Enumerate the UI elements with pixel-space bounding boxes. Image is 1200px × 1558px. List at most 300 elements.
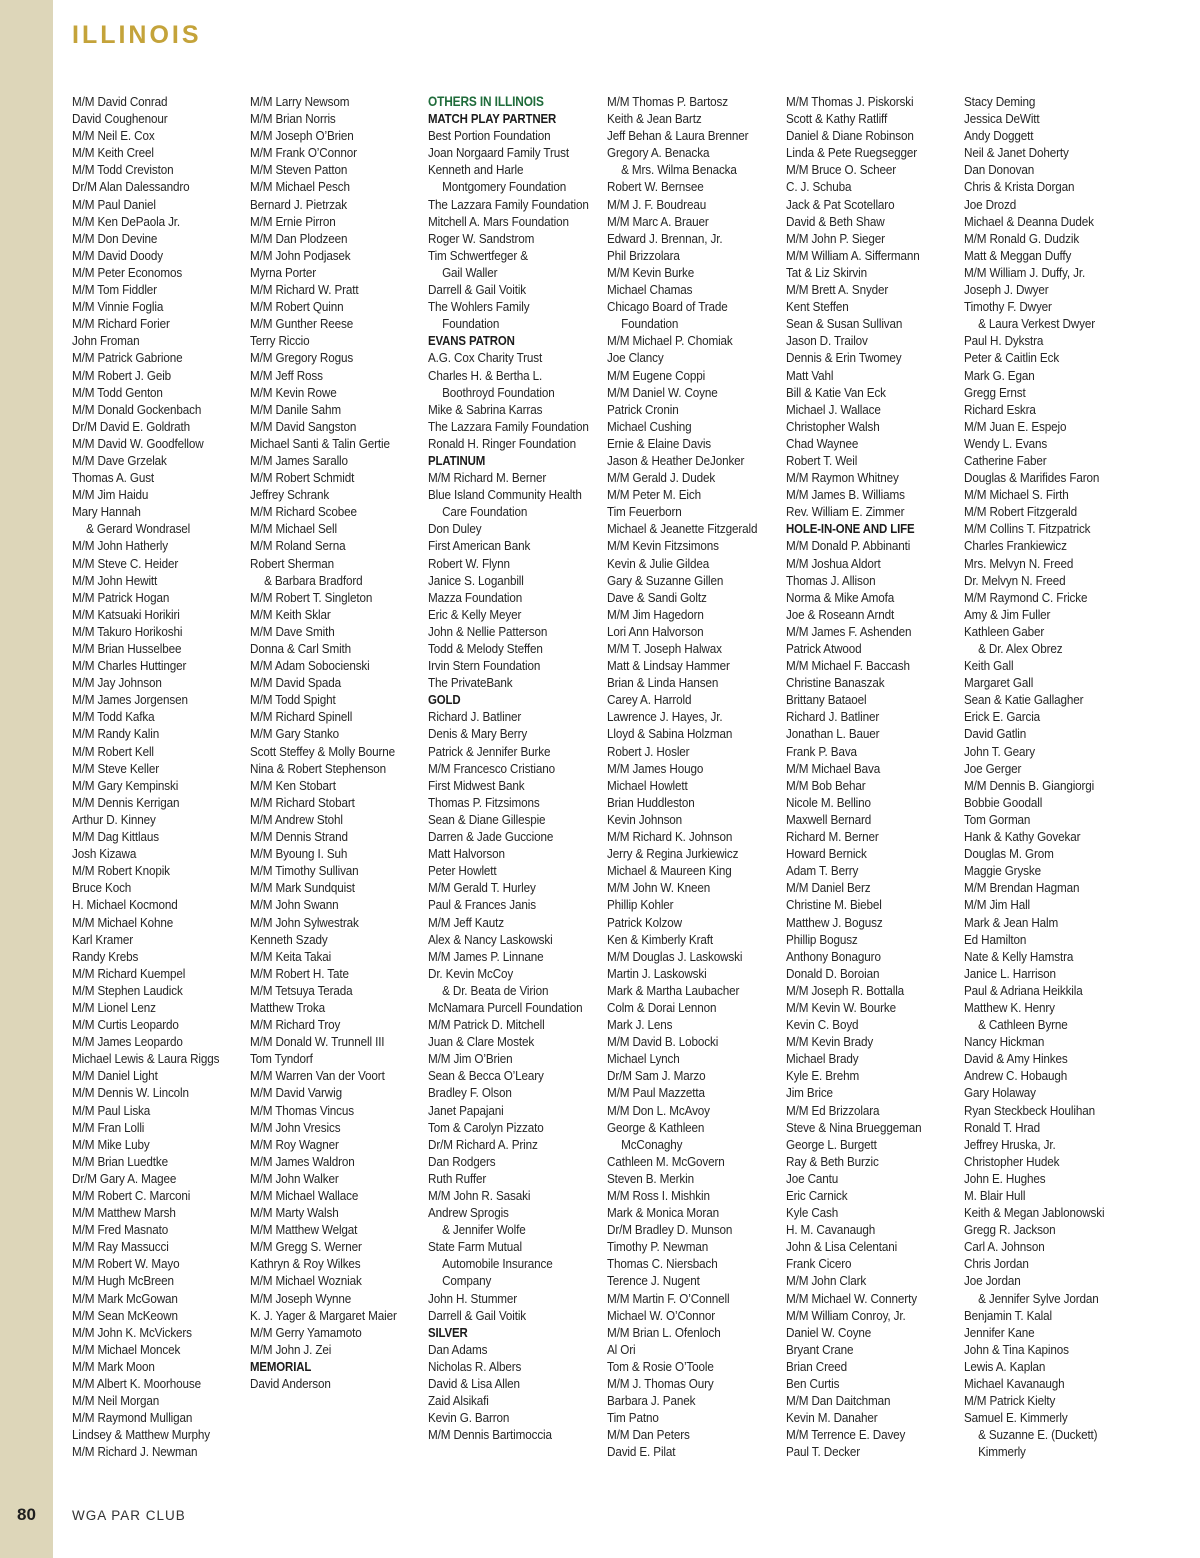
donor-name: M/M Matthew Welgat [250,1222,358,1238]
donor-name: Peter Howlett [428,863,497,879]
donor-name: M/M Roy Wagner [250,1136,339,1152]
donor-name: David & Lisa Allen [428,1376,520,1392]
donor-name: George & Kathleen [607,1119,705,1135]
donor-name: M/M Steven Patton [250,162,348,178]
donor-name: Robert J. Hosler [607,743,690,759]
donor-name: Michael Santi & Talin Gertie [250,435,390,451]
donor-name: John & Nellie Patterson [428,623,548,639]
donor-name: Tim Patno [607,1410,659,1426]
donor-name: M/M John Clark [786,1273,867,1289]
donor-name: Tom Gorman [964,811,1031,827]
level-heading: SILVER [428,1324,468,1340]
donor-name: Ronald T. Hrad [964,1119,1040,1135]
donor-name: Thomas A. Gust [72,470,155,486]
donor-name: M/M Thomas J. Piskorski [786,94,914,109]
donor-name: M/M Richard K. Johnson [607,829,733,845]
donor-name: Robert T. Weil [786,452,858,468]
donor-name: M/M Robert Quinn [250,299,344,315]
donor-name: Karl Kramer [72,931,133,947]
donor-name: M/M Kevin Brady [786,1034,874,1050]
donor-name: Steven B. Merkin [607,1170,694,1186]
donor-name: M/M David Varwig [250,1085,342,1101]
donor-name: Lawrence J. Hayes, Jr. [607,709,723,725]
donor-name: John H. Stummer [428,1290,518,1306]
donor-name: Brian & Linda Hansen [607,675,719,691]
donor-name: Kevin Johnson [607,811,683,827]
donor-name: Peter & Caitlin Eck [964,350,1060,366]
donor-name-continuation: & Dr. Beata de Virion [442,982,549,998]
donor-name: M/M Brian Norris [250,111,336,127]
donor-name: Janet Papajani [428,1102,504,1118]
donor-name: M/M James B. Williams [786,487,905,503]
donor-name: Ben Curtis [786,1376,840,1392]
donor-name: Dan Rodgers [428,1153,496,1169]
donor-name: John & Lisa Celentani [786,1239,898,1255]
donor-name: M/M Gregory Rogus [250,350,354,366]
donor-name: M/M John W. Kneen [607,880,711,896]
donor-name: M/M Don Devine [72,230,158,246]
donor-name: Joe Drozd [964,196,1017,212]
donor-name: Dr/M Bradley D. Munson [607,1222,733,1238]
donor-name: Barbara J. Panek [607,1393,696,1409]
level-heading: EVANS PATRON [428,333,515,349]
donor-name: Carey A. Harrold [607,692,692,708]
donor-name: Mark & Jean Halm [964,914,1059,930]
donor-name: Christine M. Biebel [786,897,882,913]
donor-name: Jonathan L. Bauer [786,726,880,742]
donor-name: M/M Gunther Reese [250,316,354,332]
donor-name: M/M John Vresics [250,1119,341,1135]
donor-name: M/M Michael W. Connerty [786,1290,917,1306]
donor-name-continuation: & Suzanne E. (Duckett) [978,1427,1098,1443]
donor-name: Gregg Ernst [964,384,1026,400]
donor-name: Scott & Kathy Ratliff [786,111,888,127]
donor-name: First American Bank [428,538,531,554]
donor-name: M/M Randy Kalin [72,726,160,742]
donor-name: M/M Patrick Gabrione [72,350,183,366]
donor-name: Mazza Foundation [428,589,523,605]
donor-name: M/M Bruce O. Scheer [786,162,896,178]
donor-name: Kyle Cash [786,1205,839,1221]
donor-name: M/M Gary Stanko [250,726,340,742]
donor-name: Darrell & Gail Voitik [428,282,527,298]
donor-name: M/M Dan Daitchman [786,1393,891,1409]
page-title: ILLINOIS [72,21,202,49]
donor-name: M/M Mark Moon [72,1358,155,1374]
donor-name: Joan Norgaard Family Trust [428,145,569,161]
donor-name: Jason D. Trailov [786,333,868,349]
donor-name: M/M James Sarallo [250,452,348,468]
donor-name: M/M Dennis Kerrigan [72,794,180,810]
donor-name: Richard J. Batliner [428,709,522,725]
donor-name: M/M Lionel Lenz [72,999,156,1015]
donor-name: M/M Brendan Hagman [964,880,1080,896]
donor-name: Bradley F. Olson [428,1085,512,1101]
donor-name: Hank & Kathy Govekar [964,829,1081,845]
donor-name: Patrick & Jennifer Burke [428,743,551,759]
donor-name: Donna & Carl Smith [250,641,352,656]
donor-name: Terry Riccio [250,333,310,349]
donor-name: Nicholas R. Albers [428,1358,522,1374]
donor-name: M/M Paul Liska [72,1102,151,1118]
donor-name: Richard Eskra [964,401,1036,417]
donor-name: M/M Francesco Cristiano [428,760,556,776]
donor-name: Best Portion Foundation [428,128,551,144]
donor-name: M/M Todd Creviston [72,162,174,178]
donor-name: M/M Roland Serna [250,538,346,554]
donor-name: Norma & Mike Amofa [786,589,895,605]
donor-name: M/M Gary Kempinski [72,777,179,793]
donor-name: Gregg R. Jackson [964,1222,1056,1238]
donor-name: John Froman [72,333,140,349]
donor-name: M/M Donald Gockenbach [72,401,202,417]
level-heading: MATCH PLAY PARTNER [428,111,557,127]
donor-name: Michael Lewis & Laura Riggs [72,1051,220,1067]
donor-name-continuation: & Mrs. Wilma Benacka [621,162,737,178]
donor-name: M/M Dennis Bartimoccia [428,1427,552,1443]
donor-name: Timothy P. Newman [607,1239,709,1255]
donor-name: M/M John K. McVickers [72,1324,192,1340]
donor-name: Catherine Faber [964,452,1047,468]
donor-name: Kevin G. Barron [428,1410,510,1426]
donor-name: Dan Donovan [964,162,1035,178]
donor-name: M/M Martin F. O’Connell [607,1290,730,1306]
donor-name: M/M J. Thomas Oury [607,1376,714,1392]
donor-name: M/M Dennis B. Giangiorgi [964,777,1095,793]
donor-name: Charles Frankiewicz [964,538,1067,554]
donor-name: M/M Paul Mazzetta [607,1085,705,1101]
donor-name: Gregory A. Benacka [607,145,710,161]
level-heading: PLATINUM [428,452,486,468]
donor-name: Terence J. Nugent [607,1273,700,1289]
donor-name: Sean & Katie Gallagher [964,692,1084,708]
donor-name: M/M Michael P. Chomiak [607,333,733,349]
donor-name-continuation: & Gerard Wondrasel [86,521,191,537]
donor-name: Howard Bernick [786,846,867,862]
donor-name: M/M Juan E. Espejo [964,418,1067,434]
donor-name: Colm & Dorai Lennon [607,999,717,1015]
donor-name: M/M Steve C. Heider [72,555,179,571]
donor-name: Kenneth Szady [250,931,328,947]
donor-name: M/M Thomas P. Bartosz [607,94,728,109]
donor-name: Stacy Deming [964,94,1036,109]
donor-name: M/M Michael Bava [786,760,881,776]
donor-name: Nina & Robert Stephenson [250,760,387,776]
donor-name: Jeffrey Schrank [250,487,330,503]
donor-name: Patrick Atwood [786,641,862,656]
donor-name: M/M John Hatherly [72,538,168,554]
donor-name: Thomas J. Allison [786,572,876,588]
donor-name: M/M Sean McKeown [72,1307,178,1323]
donor-name: M/M Neil Morgan [72,1393,160,1409]
donor-name: M/M Marc A. Brauer [607,213,709,229]
donor-name: Keith & Jean Bartz [607,111,702,127]
donor-name: M/M Stephen Laudick [72,982,183,998]
donor-name: M/M Dan Peters [607,1427,690,1443]
donor-name: David & Amy Hinkes [964,1051,1068,1067]
donor-name: M/M Patrick Hogan [72,589,170,605]
donor-name: Kenneth and Harle [428,162,524,178]
donor-name: M/M Marty Walsh [250,1205,339,1221]
donor-name: M/M Michael Wozniak [250,1273,362,1289]
donor-name: Donald D. Boroian [786,965,880,981]
donor-name: Darrell & Gail Voitik [428,1307,527,1323]
donor-name: Brittany Bataoel [786,692,867,708]
donor-name: Chris & Krista Dorgan [964,179,1075,195]
donor-name: Adam T. Berry [786,863,859,879]
donor-name: Eric Carnick [786,1188,848,1203]
donor-column [964,93,1139,1461]
donor-name: Timothy F. Dwyer [964,299,1052,315]
donor-name: Matthew J. Bogusz [786,914,883,930]
donor-name: M/M Todd Spight [250,692,336,708]
donor-name: M/M Keith Sklar [250,606,331,622]
donor-name: M/M Kevin Burke [607,264,695,280]
donor-name: M/M Jim Haidu [72,487,149,503]
donor-name: Michael & Deanna Dudek [964,213,1094,229]
donor-name: Keith Gall [964,658,1014,674]
donor-name: John & Tina Kapinos [964,1341,1069,1357]
donor-name: Paul H. Dykstra [964,333,1044,349]
donor-column [250,93,425,1392]
donor-name: M/M Terrence E. Davey [786,1427,906,1443]
donor-name: John E. Hughes [964,1170,1046,1186]
donor-name: Paul & Frances Janis [428,897,536,913]
donor-name: M/M Joseph O’Brien [250,128,354,144]
donor-column [786,93,961,1461]
donor-name: M/M James Hougo [607,760,704,776]
donor-name: Todd & Melody Steffen [428,641,543,656]
donor-name: Martin J. Laskowski [607,965,707,981]
donor-name: M/M Robert Fitzgerald [964,504,1077,520]
donor-name: Irvin Stern Foundation [428,658,541,674]
donor-name: Nancy Hickman [964,1034,1045,1050]
donor-name: Dr. Melvyn N. Freed [964,572,1066,588]
donor-name: Zaid Alsikafi [428,1393,489,1409]
donor-name: M/M Andrew Stohl [250,811,343,827]
donor-name: Richard M. Berner [786,829,879,845]
donor-name: M/M Keith Creel [72,145,154,161]
donor-name: Sean & Susan Sullivan [786,316,903,332]
donor-name: M/M Robert T. Singleton [250,589,373,605]
donor-name: M/M William Conroy, Jr. [786,1307,906,1323]
donor-name: M/M John J. Zei [250,1341,332,1357]
donor-name: M/M Richard Scobee [250,504,357,520]
donor-columns [72,93,1182,1483]
donor-name: M/M Kevin W. Bourke [786,999,896,1015]
donor-name: Phillip Kohler [607,897,674,913]
donor-column [607,93,782,1461]
donor-name: M/M Ed Brizzolara [786,1102,880,1118]
donor-name: M/M Gregg S. Werner [250,1239,362,1255]
donor-name: M/M Richard W. Pratt [250,282,359,298]
donor-name: Kevin & Julie Gildea [607,555,710,571]
donor-name: Mark & Monica Moran [607,1205,719,1221]
donor-name-continuation: Care Foundation [442,504,528,520]
donor-name: M/M Daniel Berz [786,880,871,896]
donor-name: Dr/M Richard A. Prinz [428,1136,538,1152]
donor-name: M/M Raymond C. Fricke [964,589,1088,605]
donor-name: Andrew Sprogis [428,1205,509,1221]
donor-name: Chris Jordan [964,1256,1029,1272]
donor-name: Tom & Rosie O’Toole [607,1358,714,1374]
donor-name: M/M Robert Schmidt [250,470,355,486]
donor-name: M/M Michael Sell [250,521,337,537]
donor-name: M/M Vinnie Foglia [72,299,164,315]
donor-name: First Midwest Bank [428,777,525,793]
donor-name: M/M Albert K. Moorhouse [72,1376,201,1392]
donor-name: M/M Dan Plodzeen [250,230,348,246]
donor-name: Michael J. Wallace [786,401,881,417]
donor-name: Joseph J. Dwyer [964,282,1049,298]
donor-name: Lloyd & Sabina Holzman [607,726,733,742]
donor-name: Robert W. Flynn [428,555,510,571]
donor-name: Sean & Diane Gillespie [428,811,546,827]
donor-name: M/M Donald P. Abbinanti [786,538,911,554]
donor-name: Thomas P. Fitzsimons [428,794,540,810]
donor-name: M/M John Podjasek [250,247,351,263]
donor-name: Dave & Sandi Goltz [607,589,707,605]
donor-name: M/M Joseph R. Bottalla [786,982,905,998]
donor-name: Dr/M Gary A. Magee [72,1170,177,1186]
donor-name: McNamara Purcell Foundation [428,999,583,1015]
donor-name: M/M Brian Luedtke [72,1153,168,1169]
donor-name: Mrs. Melvyn N. Freed [964,555,1074,571]
donor-name-continuation: & Dr. Alex Obrez [978,641,1063,656]
donor-name: Michael W. O’Connor [607,1307,716,1323]
donor-name: Dr/M Alan Dalessandro [72,179,190,195]
donor-name: M/M Don L. McAvoy [607,1102,710,1118]
donor-name: M/M James Waldron [250,1153,355,1169]
donor-name: Jason & Heather DeJonker [607,452,745,468]
donor-name: Jeffrey Hruska, Jr. [964,1136,1056,1152]
donor-name: Chicago Board of Trade [607,299,728,315]
donor-name-continuation: Montgomery Foundation [442,179,567,195]
donor-name-continuation: & Jennifer Sylve Jordan [978,1290,1099,1306]
donor-name: Kyle E. Brehm [786,1068,860,1084]
donor-name: H. M. Cavanaugh [786,1222,876,1238]
donor-name: M/M James Jorgensen [72,692,188,708]
donor-name: M/M Todd Kafka [72,709,155,725]
donor-name: M/M T. Joseph Halwax [607,641,722,656]
donor-name: M/M Adam Sobocienski [250,658,370,674]
donor-name: M/M Daniel W. Coyne [607,384,718,400]
donor-name: M/M Jim Hagedorn [607,606,704,622]
donor-name: Jim Brice [786,1085,833,1101]
donor-name: Andy Doggett [964,128,1034,144]
donor-name: M/M Eugene Coppi [607,367,706,383]
donor-name: M/M Michael Wallace [250,1188,359,1203]
donor-name: M/M Danile Sahm [250,401,342,417]
donor-name: Joe Clancy [607,350,664,366]
donor-name: M/M Joseph Wynne [250,1290,352,1306]
donor-name: M/M James Leopardo [72,1034,183,1050]
donor-name: M/M Dag Kittlaus [72,829,159,845]
donor-name: Bill & Katie Van Eck [786,384,886,400]
donor-name: M/M Hugh McBreen [72,1273,174,1289]
donor-name: M/M Jeff Ross [250,367,323,383]
donor-name: M/M Matthew Marsh [72,1205,176,1221]
donor-name: M/M Fred Masnato [72,1222,169,1238]
donor-name: M/M Richard Forier [72,316,170,332]
donor-name: Maggie Gryske [964,863,1041,879]
donor-name: Mark G. Egan [964,367,1035,383]
donor-name: Jerry & Regina Jurkiewicz [607,846,739,862]
donor-name: Ed Hamilton [964,931,1027,947]
donor-name: K. J. Yager & Margaret Maier [250,1307,397,1323]
donor-name: Ryan Steckbeck Houlihan [964,1102,1095,1118]
donor-name: M/M David Spada [250,675,342,691]
donor-name: Anthony Bonaguro [786,948,881,964]
donor-name: Mike & Sabrina Karras [428,401,543,417]
donor-name: M/M Jim Hall [964,897,1031,913]
donor-name: M/M Richard Troy [250,1017,341,1033]
donor-name: Paul & Adriana Heikkila [964,982,1083,998]
donor-name: Tom & Carolyn Pizzato [428,1119,544,1135]
donor-name: M/M James P. Linnane [428,948,544,964]
level-heading: GOLD [428,692,461,708]
donor-name: M/M David Conrad [72,94,168,109]
donor-name: Michael & Jeanette Fitzgerald [607,521,758,537]
donor-name: Linda & Pete Ruegsegger [786,145,917,161]
donor-name: Paul T. Decker [786,1444,861,1460]
donor-name: M/M Ross I. Mishkin [607,1188,710,1203]
donor-name: M/M Ray Massucci [72,1239,169,1255]
donor-name: Kathleen Gaber [964,623,1045,639]
donor-name: M/M John Sylwestrak [250,914,359,930]
donor-name: M. Blair Hull [964,1188,1026,1203]
donor-name: The Lazzara Family Foundation [428,196,589,212]
donor-name: M/M Richard Spinell [250,709,353,725]
donor-name: Robert Sherman [250,555,335,571]
donor-name: Jennifer Kane [964,1324,1035,1340]
donor-name: M/M Robert C. Marconi [72,1188,191,1203]
donor-name: M/M Robert Kell [72,743,154,759]
donor-name: Tat & Liz Skirvin [786,264,868,280]
donor-name: Steve & Nina Brueggeman [786,1119,922,1135]
donor-name: Tim Schwertfeger & [428,247,528,263]
donor-name: M/M Joshua Aldort [786,555,881,571]
donor-name: Richard J. Batliner [786,709,880,725]
side-band [0,0,53,1558]
donor-name: John T. Geary [964,743,1035,759]
donor-name: Douglas & Marifides Faron [964,470,1100,486]
donor-name: M/M Jeff Kautz [428,914,504,930]
donor-name: M/M Richard M. Berner [428,470,547,486]
donor-name: Thomas C. Niersbach [607,1256,718,1272]
donor-name: M/M Ken Stobart [250,777,336,793]
donor-name: M/M David Sangston [250,418,357,434]
donor-name: Christopher Hudek [964,1153,1060,1169]
donor-name: Ronald H. Ringer Foundation [428,435,577,451]
donor-name: M/M Collins T. Fitzpatrick [964,521,1091,537]
donor-name: M/M Bob Behar [786,777,866,793]
donor-name: H. Michael Kocmond [72,897,178,913]
donor-name: The Lazzara Family Foundation [428,418,589,434]
donor-name: M/M Daniel Light [72,1068,158,1084]
donor-name: Matt & Meggan Duffy [964,247,1072,263]
donor-column [72,93,247,1461]
donor-name: Bobbie Goodall [964,794,1043,810]
donor-name: M/M Jay Johnson [72,675,162,691]
donor-name: M/M Takuro Horikoshi [72,623,183,639]
donor-name: Matthew Troka [250,999,326,1015]
donor-name: Phillip Bogusz [786,931,858,947]
donor-name: M/M Dennis W. Lincoln [72,1085,189,1101]
donor-name: Benjamin T. Kalal [964,1307,1052,1323]
donor-name: Kevin C. Boyd [786,1017,859,1033]
donor-name: M/M Donald W. Trunnell III [250,1034,385,1050]
